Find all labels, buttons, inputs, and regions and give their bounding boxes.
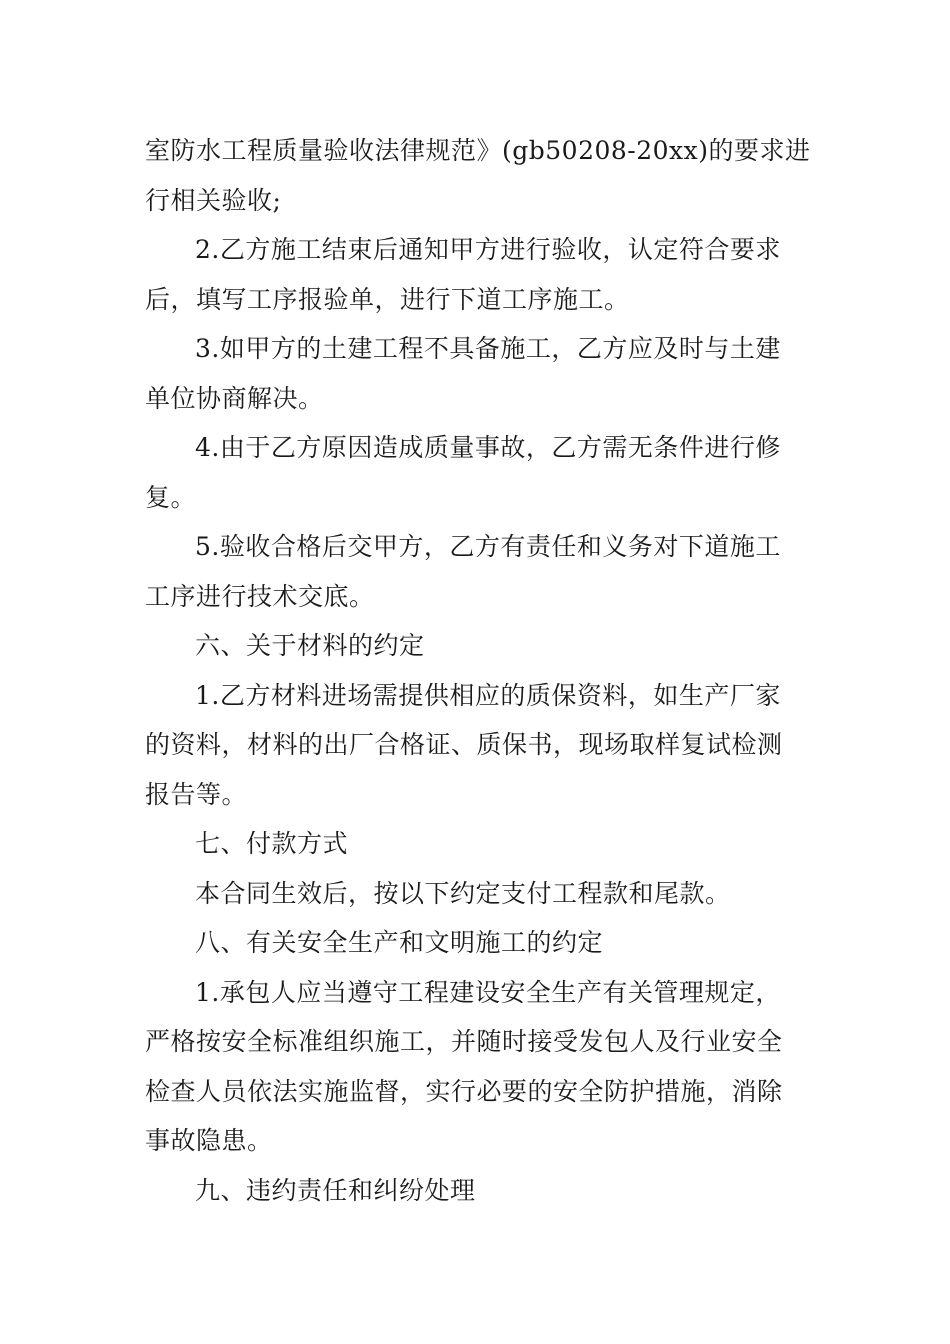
text-line: 事故隐患。 [145,1126,273,1155]
text-line: 的资料，材料的出厂合格证、质保书，现场取样复试检测 [145,730,783,759]
text-line: 复。 [145,482,197,512]
text-line: 1.承包人应当遵守工程建设安全生产有关管理规定， [195,977,781,1007]
text-line: 本合同生效后，按以下约定支付工程款和尾款。 [195,878,731,908]
text-line: 1.乙方材料进场需提供相应的质保资料，如生产厂家 [195,680,781,710]
text-line: 后，填写工序报验单，进行下道工序施工。 [145,284,630,314]
text-line: 2.乙方施工结束后通知甲方进行验收，认定符合要求 [195,235,781,264]
paragraph-safety-1 [145,968,810,1166]
text-line: 室防水工程质量验收法律规范》(gb50208-20xx)的要求进 [145,136,811,165]
section-heading-liability [145,1166,810,1216]
text-line: 3.如甲方的土建工程不具备施工，乙方应及时与土建 [195,334,781,363]
section-heading-safety [145,918,810,968]
section-heading-payment [145,819,810,869]
text-line: 工序进行技术交底。 [145,581,375,611]
text-line: 单位协商解决。 [145,383,324,413]
section-heading-materials [145,621,810,671]
text-line: 4.由于乙方原因造成质量事故，乙方需无条件进行修 [195,433,781,462]
paragraph-payment [145,869,810,919]
text-line: 5.验收合格后交甲方，乙方有责任和义务对下道施工 [195,532,781,561]
paragraph-materials-1 [145,671,810,820]
paragraph-item-5 [145,522,810,621]
paragraph-item-2 [145,225,810,324]
text-line: 行相关验收; [145,185,282,215]
paragraph-continued [145,126,810,225]
document-body [145,126,810,1215]
text-line: 八、有关安全生产和文明施工的约定 [195,928,604,957]
text-line: 检查人员依法实施监督，实行必要的安全防护措施，消除 [145,1076,783,1106]
text-line: 九、违约责任和纠纷处理 [195,1175,476,1205]
text-line: 报告等。 [145,779,248,809]
text-line: 严格按安全标准组织施工，并随时接受发包人及行业安全 [145,1027,783,1056]
text-line: 六、关于材料的约定 [195,631,425,660]
paragraph-item-3 [145,324,810,423]
paragraph-item-4 [145,423,810,522]
text-line: 七、付款方式 [195,829,349,858]
